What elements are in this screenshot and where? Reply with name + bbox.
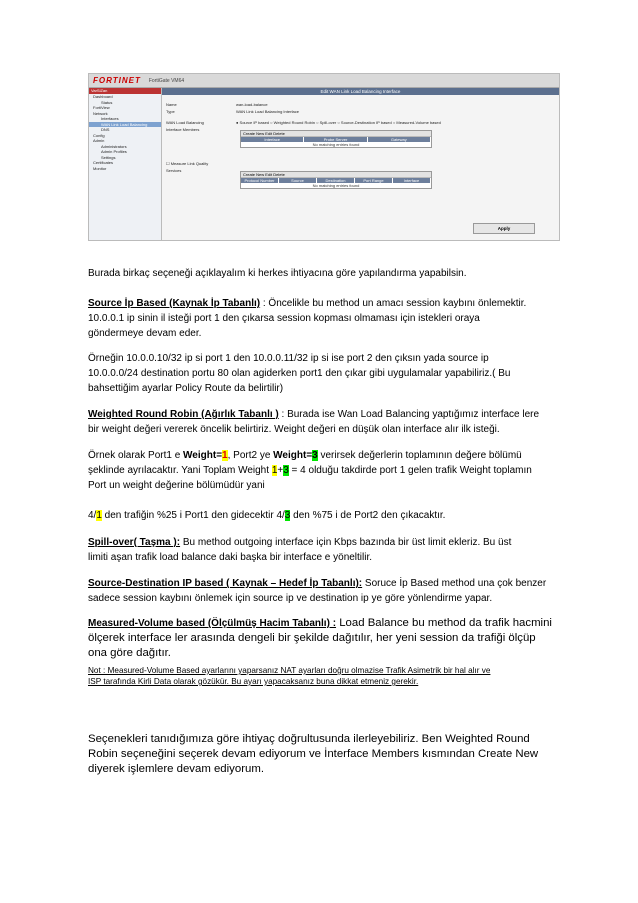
source-ip-heading: Source İp Based (Kaynak İp Tabanlı) — [88, 298, 261, 309]
text-span: Load Balance bu method da trafik hacmini — [336, 617, 552, 629]
wll-label: WAN Load Balancing — [166, 120, 204, 125]
weight-value-3: 3 — [312, 450, 318, 461]
type-label: Type — [166, 109, 175, 114]
members-grid — [240, 130, 432, 148]
grid-header: Probe Server — [304, 137, 367, 142]
source-ip-line1 — [88, 296, 563, 311]
measure-label[interactable]: ☐ Measure Link Quality — [166, 161, 209, 166]
grid-header: Interface — [241, 137, 304, 142]
fortinet-logo: FORTINET — [93, 76, 141, 85]
sidebar-item[interactable]: Settings — [101, 154, 116, 160]
text-span: : Burada ise Wan Load Balancing yaptığımız interface lere — [278, 409, 540, 420]
srcdst-line1 — [88, 576, 563, 591]
fg-header — [89, 74, 559, 88]
grid-header: Destination — [317, 178, 355, 183]
closing-line1: Seçenekleri tanıdığımıza göre ihtiyaç doğrultusunda ilerleyebiliriz. Ben Weighted Round — [88, 733, 530, 745]
closing-line2: Robin seçeneğini seçerek devam ediyorum ve İnterface Members kısmından Create New — [88, 748, 539, 760]
fg-sidebar — [89, 88, 162, 240]
hl-value-1: 1 — [96, 510, 102, 521]
ratio-line — [88, 508, 563, 523]
sidebar-item[interactable]: Admin Profiles — [101, 149, 127, 154]
text-span: şeklinde ayrılacaktır. Yani Toplam Weight — [88, 465, 272, 476]
srcdst-heading: Source-Destination IP based ( Kaynak – Hedef İp Tabanlı): — [88, 578, 363, 589]
grid-empty: No matching entries found — [312, 183, 360, 188]
text-span: , Port2 ye — [227, 450, 274, 461]
wll-options[interactable]: ● Source IP based ○ Weighted Round Robin ○ Spill-over ○ Source-Destination IP based ○ Measured-Volume based — [236, 120, 441, 125]
sidebar-item[interactable]: Network — [93, 110, 108, 116]
sidebar-item[interactable]: FortiView — [93, 105, 110, 110]
text-span: = 4 olduğu takdirde port 1 gelen trafik Weight toplamın — [288, 465, 532, 476]
intro-paragraph: Burada birkaç seçeneği açıklayalım ki herkes ihtiyacına göre yapılandırma yapabilsin. — [88, 268, 467, 279]
note-line2: ISP tarafında Kirli Data olarak gözükür. Bu ayarı yapacaksanız buna dikkat etmeniz gerekir. — [88, 677, 419, 686]
example-line2: 10.0.0.0/24 destination portu 80 olan agiderken port1 den çıkar gibi uygulamalar yapabiliriz.( Bu — [88, 368, 511, 379]
text-span: 4/ — [88, 510, 97, 521]
sidebar-top: VarSiZan — [89, 88, 161, 94]
text-span: : Öncelikle bu method un amacı session kaybını önlemektir. — [260, 298, 527, 309]
sidebar-item-selected[interactable]: WAN Link Load Balancing — [89, 122, 161, 128]
example-line3: bahsettiğim ayarlar Policy Route da belirtilir) — [88, 383, 284, 394]
hl-value-3: 3 — [283, 465, 289, 476]
services-grid — [240, 171, 432, 189]
fortigate-screenshot — [88, 73, 560, 241]
sidebar-item[interactable]: Monitor — [93, 165, 107, 171]
text-span: Bu method outgoing interface için Kbps bazında bir üst limit ekleriz. Bu üst — [180, 537, 512, 548]
text-span: verirsek değerlerin toplamının değere bölümü — [317, 450, 522, 461]
measured-line3: ona göre dağıtır. — [88, 647, 171, 659]
sidebar-item[interactable]: Certificates — [93, 160, 114, 165]
spillover-line1 — [88, 535, 563, 550]
wrr-heading: Weighted Round Robin (Ağırlık Tabanlı ) — [88, 409, 279, 420]
note-line1: Not : Measured-Volume Based ayarlarını yaparsanız NAT ayarları doğru olmazise Trafik Asimetrik bir hal alır ve — [88, 666, 491, 675]
text-span: Örnek olarak Port1 e — [88, 450, 184, 461]
grid-header: Source — [279, 178, 317, 183]
grid-header: Port Range — [355, 178, 393, 183]
weight-example-line1 — [88, 448, 563, 463]
example-line1: Örneğin 10.0.0.10/32 ip si port 1 den 10.0.0.11/32 ip si ise port 2 den çıksın yada source ip — [88, 353, 489, 364]
grid-header: Protocol Number — [241, 178, 279, 183]
sidebar-item[interactable]: Dashboard — [93, 94, 113, 99]
grid-empty: No matching entries found — [312, 142, 360, 147]
name-value[interactable]: wan-load-balance — [236, 102, 268, 107]
weight-label: Weight= — [273, 450, 313, 461]
spillover-heading: Spill-over( Taşma ): — [88, 537, 181, 548]
hl-value-3: 3 — [284, 510, 291, 521]
panel-title: Edit WAN Link Load Balancing Interface — [162, 88, 559, 95]
measured-line2: ölçerek interface ler arasında dengeli bir şekilde dağıtılır, her yeni session da trafiği ölçüp — [88, 632, 536, 644]
weight-example-line3: Port un weight değerine bölümüdür yani — [88, 480, 265, 491]
grid-header: Gateway — [368, 137, 431, 142]
source-ip-line3: göndermeye devam eder. — [88, 328, 202, 339]
name-label: Name — [166, 102, 177, 107]
grid-toolbar[interactable]: Create New Edit Delete — [241, 172, 431, 178]
closing-line3: diyerek işlemlere devam ediyorum. — [88, 763, 264, 775]
text-span: Soruce İp Based method una çok benzer — [362, 578, 547, 589]
srcdst-line2: sadece session kaybını önlemek için source ip ve destination ip ye göre yönlendirme yapar. — [88, 593, 493, 604]
grid-toolbar[interactable]: Create New Edit Delete — [241, 131, 431, 137]
fg-main — [162, 88, 559, 240]
weight-example-line2 — [88, 463, 563, 478]
type-value: WAN Link Load Balancing Interface — [236, 109, 299, 114]
services-label: Services — [166, 168, 182, 173]
hl-value-1: 1 — [271, 465, 278, 476]
wrr-line1 — [88, 407, 563, 422]
text-span: + — [277, 465, 284, 476]
weight-value-1: 1 — [222, 450, 228, 461]
source-ip-line2: 10.0.0.1 ip sinin il isteği port 1 den çıkarsa session kopması olmaması için istekleri oraya — [88, 313, 480, 324]
sidebar-item[interactable]: DNS — [101, 127, 110, 132]
product-name: FortiGate VM64 — [148, 77, 185, 84]
sidebar-item[interactable]: Admin — [93, 138, 105, 143]
weight-label: Weight= — [183, 450, 223, 461]
wrr-line2: bir weight değeri vererek öncelik belirtiriz. Weight değeri en düşük olan interface alır ilk isteği. — [88, 424, 500, 435]
measured-heading: Measured-Volume based (Ölçülmüş Hacim Tabanlı) : — [88, 618, 337, 629]
sidebar-item[interactable]: Status — [101, 99, 113, 105]
measured-line1 — [88, 616, 563, 632]
sidebar-item[interactable]: Config — [93, 132, 105, 138]
text-span: den trafiğin %25 i Port1 den gidecektir 4/ — [101, 510, 285, 521]
text-span: den %75 i de Port2 den çıkacaktır. — [290, 510, 446, 521]
grid-header: Interface — [393, 178, 431, 183]
apply-button[interactable]: Apply — [473, 223, 535, 234]
sidebar-item[interactable]: Interfaces — [101, 116, 119, 121]
sidebar-item[interactable]: Administrators — [101, 143, 127, 149]
spillover-line2: limiti aşan trafik load balance daki başka bir interface e yöneltilir. — [88, 552, 373, 563]
members-label: Interface Members — [166, 127, 200, 132]
